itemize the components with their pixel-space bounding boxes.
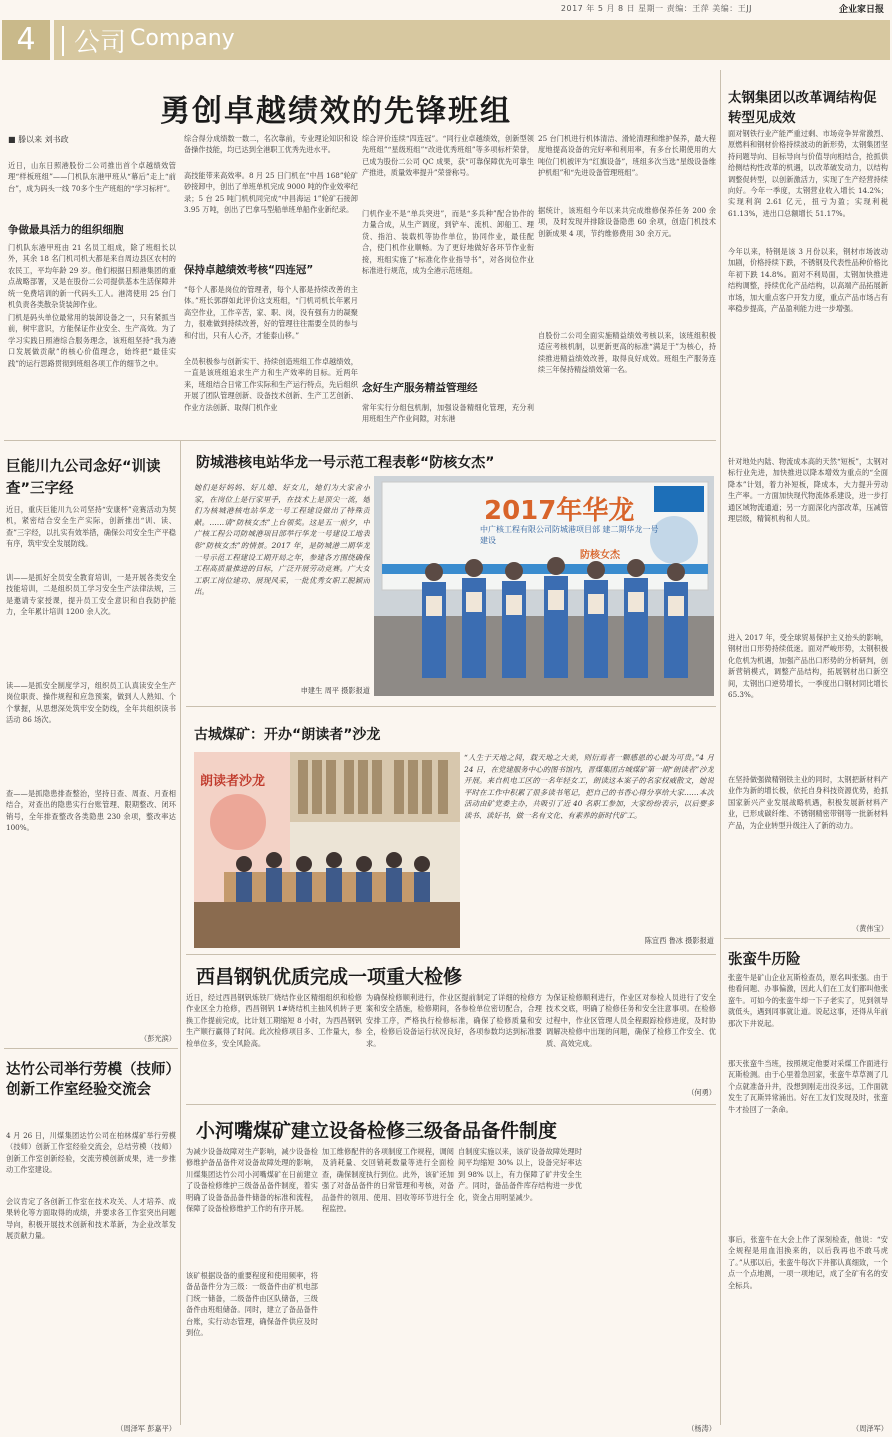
xiaohezui-col-2: 加工维修配件的各项制度工作规程，调阅及消耗量、交回销耗数量等进行全面检查，确保制度执行到位。此外，该矿还加强了对备品备件的日常管理和考核，对备品备件的领用、使用、回收等环节进行全程监控。: [322, 1147, 454, 1214]
xiaohezui-col-1b: 该矿根据设备的重要程度和使用频率，将备品备件分为三级：一级备件由矿机电部门统一储备，二级备件由区队储备，三级备件由班组储备。同时，建立了备品备件台账，实行动态管理，确保备件供应及时到位。: [186, 1271, 318, 1338]
issue-date: 2017 年 5 月 8 日 星期一 责编：王萍 美编：王JJ: [560, 4, 752, 13]
main-para-1: 门机队东港甲班由 21 名员工组成，除了班组长以外，其余 18 名门机司机大都是来自周边县区农村的农民工，平均年龄 29 岁。他们根据日照港集团的重点战略部署，又是在股份二公司提供基本生活保障并统一免费培训的新一代码头工人。港湾使用 25 台门机负责各类散杂货装卸作业。: [8, 243, 176, 310]
photo2-rule: [186, 954, 716, 955]
page-number: 4: [2, 20, 50, 60]
left-text-4: 查——是抓隐患排查整治，坚持日查、周查、月查相结合，对查出的隐患实行台账管理、限期整改、闭环销号，全年排查整改各类隐患 230 余项，整改率达 100%。: [6, 789, 176, 833]
left-headline-1: 巨能川九公司念好“训读查”三字经: [6, 459, 161, 497]
main-col2-a: 综合得分成绩数一数二，名次靠前，专业理论知识和设备操作技能，均已达到全港职工优秀先进水平。: [184, 134, 358, 155]
right-text-4: 进入 2017 年，受全球贸易保护主义抬头的影响，钢材出口形势持续低迷。面对严峻形势，太钢积极化危机为机遇，加强产品出口形势的分析研判，创新营销模式，调整产品结构，拓展钢材出口新空间，太钢出口逆势增长，一季度出口钢材同比增长 65.3%。: [728, 633, 888, 700]
right-headline-2: 张蛮牛历险: [728, 952, 801, 968]
main-col4-a: 25 台门机进行机体清洁、滑轮清理和维护保养，最大程度地提高设备的完好率和利用率，有多台长期使用的大吨位门机被评为“红旗设备”，班组多次当选“星级设备维护机组”和“先进设备管理班组”。: [538, 134, 716, 178]
photo1-title: 防城港核电站华龙一号示范工程表彰“防核女杰”: [196, 455, 495, 471]
paper-name: 企业家日报: [838, 5, 884, 15]
main-subhead-2: 保持卓越绩效考核“四连冠”: [184, 264, 314, 276]
xiaohezui-credit: （杨涛）: [687, 1424, 716, 1433]
left-headline-2: 达竹公司举行劳模（技师）创新工作室经验交流会: [6, 1062, 173, 1098]
xichang-col-3: 为保证检修顺利进行，作业区对参检人员进行了安全技术交底，明确了检修任务和安全注意事项。在检修过程中，作业区管理人员全程跟踪检修进度，及时协调解决检修中出现的问题，确保了检修工作安全、优质、高效完成。: [546, 993, 716, 1048]
xichang-credit: （何勇）: [687, 1088, 716, 1097]
left-credit-1: （彭光滨）: [140, 1034, 176, 1043]
main-byline: ■ 滕以来 刘书政: [8, 135, 69, 144]
xichang-col-2: 为确保检修顺利进行，作业区提前制定了详细的检修方案和安全措施，检修期间，各参检单位密切配合，合理安排工序，严格执行检修标准，确保了检修质量和安全，检修后设备运行状况良好，各项参数均达到标准要求。: [366, 993, 542, 1048]
photo1-banner-sub2: 防核女杰: [580, 550, 620, 561]
right-text-1: 面对钢铁行业产能严重过剩、市场竞争异常激烈、原燃料和钢材价格持续波动的新形势，太钢集团坚持问题导向、目标导向与价值导向相结合，抢抓供给侧结构性改革的机遇，以改革破发动力，以结构调整促转型，以创新激活力，实现了生产经营持续向好。今年一季度，太钢营业收入增长 14.2%；实现利润 2.61 亿元，扭亏为盈；实现利税 61.13%，进出口总额增长 51.17%。: [728, 129, 888, 218]
left-text-1: 近日，重庆巨能川九公司坚持“安康杯”竞赛活动为契机，紧密结合安全生产实际，创新推出“训、读、查”三字经，以扎实有效举措，确保公司安全生产平稳有序，筑牢安全发展防线。: [6, 505, 176, 549]
right-text-6: 张蛮牛是矿山企业瓦斯检查员，原名叫张强。由于他看问题、办事偏激，因此人们在工友们都叫他张蛮牛。可如今的张蛮牛却一下子老实了，见到领导就低头，遇到同事就让道。说起这事，还得从年前那次下井说起。: [728, 973, 888, 1028]
main-article-rule: [4, 440, 716, 441]
section-title: 公司: [74, 28, 127, 58]
left-column-rule: [180, 440, 181, 1425]
main-subhead-1: 争做最具活力的组织细胞: [8, 224, 124, 236]
left-text-3: 读——是抓安全制度学习，组织员工认真读安全生产岗位职责、操作规程和应急预案，做到人人熟知、个个掌握，从思想深处筑牢安全防线，全年共组织读书活动 86 场次。: [6, 681, 176, 725]
left-rule: [4, 1048, 178, 1049]
main-col3-b: 门机作业不是“单兵突进”，而是“多兵种”配合协作的力量合成，从生产调度，到铲车、流机、卸船工、理货、指泊、装载机等协作单位，协同作业，最佳配合，使门机作业顺畅。为了更好地做好各环节作业衔接，班组实施了“标准化作业指导书”，对各岗位作业标准进行规范，成为全港示范班组。: [362, 209, 534, 276]
main-col3-a: 综合评价连续“四连冠”。“同行业卓越绩效，创新型领先班组”“星级班组”“改进优秀班组”等多项标杆荣誉，已成为股份二公司 QC 成果，获“可靠保障优先可靠生产推进，质量效率提升”荣誉称号。: [362, 134, 534, 178]
main-col4-c: 自股份二公司全面实施精益绩效考核以来，该班组积极适应考核机制，以更新更高的标准“满足于”为核心，持续推进精益绩效改善，取得良好成效。班组生产服务连续三年保持精益绩效第一名。: [538, 331, 716, 375]
section-title-en: Company: [130, 26, 235, 51]
main-col2-b: 高技能带来高效率。8 月 25 日门机在“中昌 168”轮矿砂接卸中，创出了单班单机完成 9000 吨的作业效率纪录；5 台 25 吨门机机同完成“中昌海运 1”轮矿石接卸 3.95 万吨，创出了巴拿马型船单班单船作业新纪录。: [184, 171, 358, 215]
right-text-2: 今年以来，特钢是该 3 月份以来，钢材市场波动加剧，价格持续下跌，不锈钢及代表性品种价格比年初下跌 14.8%。面对不利局面，太钢加快推进结构调整，持续优化产品结构，以高端产品拓展新市场，加大重点客户开发力度，重点产品市场占有率稳步提高，产品盈利能力进一步增强。: [728, 247, 888, 314]
section-divider: [62, 26, 64, 56]
xichang-col-1: 近日，经过西昌钢钒炼铁厂烧结作业区精细组织和检修作业区全力抢修，西昌钢钒 1#烧结机主抽风机转子更换工作提前完成，比计划工期缩短 8 小时，为西昌钢钒生产顺行赢得了时间。此次检修项目多、工作量大，参检单位多，安全风险高。: [186, 993, 362, 1048]
right-credit-2: （周泽军）: [852, 1424, 888, 1433]
main-col2-d: 全员积极参与创新实干、持续创造班组工作卓越绩效，一直是该班组追求生产力和生产效率的目标。近两年来，班组结合日常工作实际和生产运行特点，先后组织开展了团队管理创新、设备技术创新、生产工艺创新、作业方法创新、取得门机作业: [184, 357, 358, 412]
sidebar-rule: [720, 70, 721, 1425]
photo1-banner: 2017年华龙: [484, 496, 635, 526]
right-text-3: 针对地处内陆、物流成本高的天然“短板”，太钢对标行业先进，加快推进以降本增效为重点的“全面降本”计划，着力补短板，降成本，大力提升劳动生产率。一方面加快现代物流体系建设，进一步打通区域物流通道；另一方面深化内部改革，压减管理层级，精简机构和人员。: [728, 457, 888, 524]
top-bar: [0, 0, 892, 18]
photo1-banner-sub: 中广核工程有限公司防城港项目部 建二期华龙一号建设: [480, 525, 659, 545]
main-col4-b: 据统计，该班组今年以来共完成维修保养任务 200 余项，及时发现并排除设备隐患 60 余项，创造门机技术创新成果 4 项，节约维修费用 30 余万元。: [538, 206, 716, 238]
right-text-5: 在坚持做强做精钢铁主业的同时，太钢把新材料产业作为新的增长极，依托自身科技资源优势，抢抓国家新兴产业发展战略机遇，积极发展新材料产业，已形成碳纤维、不锈钢精密带钢等一批新材料产品，为企业转型升级注入了新的动力。: [728, 775, 888, 830]
right-headline-1: 太钢集团以改革调结构促转型见成效: [728, 90, 877, 126]
left-credit-2: （周泽军 彭嘉平）: [116, 1424, 176, 1433]
photo1-rule: [186, 706, 716, 707]
xichang-rule: [186, 1104, 716, 1105]
right-credit-1: （黄伟宝）: [852, 924, 888, 933]
photo2-title: 古城煤矿：开办“朗读者”沙龙: [194, 727, 381, 743]
main-lede: 近日，山东日照港股份二公司推出首个卓越绩效管理“样板班组”——门机队东港甲班从“幕后”走上“前台”，成为码头一线 70多个生产班组的“学习标杆”。: [8, 161, 176, 193]
right-text-8: 事后，张蛮牛在大会上作了深刻检查，他说：“安全规程是用血泪换来的，以后我再也不敢马虎了。”从那以后，张蛮牛每次下井都认真细致，一个点一个点地测，一项一项地记，成了全矿有名的安全标兵。: [728, 1235, 888, 1290]
main-col3-c: 常年实行分组包机制，加强设备精细化管理，充分利用班组生产作业间隙，对东港: [362, 403, 534, 424]
right-rule: [724, 938, 890, 939]
left-text-6: 会议肯定了各创新工作室在技术攻关、人才培养、成果转化等方面取得的成绩，并要求各工作室突出问题导向，积极开展技术创新和技术革新，为企业改革发展贡献力量。: [6, 1197, 176, 1241]
main-headline: 勇创卓越绩效的先锋班组: [160, 94, 512, 129]
xiaohezui-col-3: 自制度实施以来，该矿设备故障处理时间平均缩短 30% 以上，设备完好率达到 98% 以上，有力保障了矿井安全生产。同时，备品备件库存结构进一步优化，资金占用明显减少。: [458, 1147, 582, 1202]
xichang-headline: 西昌钢钒优质完成一项重大检修: [196, 966, 463, 988]
photo2-caption: “人生于天地之间，载天地之大美，则衍焉者一颗感恩的心最为可贵。”4 月 24 日，在党建服务中心的图书馆内，晋煤集团古城煤矿第一期“朗读者”沙龙开展。来自机电工区的一名年轻女工，朗读这本案子的名家权威散文，她说平时在工作中积累了很多读书笔记，把自己的书香心得分享给大家……本次活动由矿党委主办，共吸引了近 40 名职工参加，大家纷纷表示，以后要多读书、读好书，做一名有文化、有素养的新时代矿工。: [464, 753, 714, 820]
left-text-2: 训——是抓好全员安全教育培训，一是开展各类安全技能培训，二是组织员工学习安全生产法律法规，三是邀请专家授课，提升员工安全意识和自我防护能力，全年累计培训 1200 余人次。: [6, 573, 176, 617]
photo2-credit: 陈宜西 鲁冰 摄影报道: [644, 936, 714, 945]
xiaohezui-headline: 小河嘴煤矿建立设备检修三级备品备件制度: [196, 1120, 558, 1142]
right-text-7: 那天张蛮牛当班，按照规定他要对采煤工作面进行瓦斯检测。由于心里着急回家，张蛮牛草草测了几个点就准备升井，没想到刚走出没多远，工作面就发生了瓦斯异常涌出。好在工友们发现及时，张蛮牛才捡回了一条命。: [728, 1059, 888, 1114]
photo2-mural: 朗读者沙龙: [200, 774, 266, 789]
left-text-5: 4 月 26 日，川煤集团达竹公司在柏林煤矿举行劳模（技师）创新工作室经验交流会，总结劳模（技师）创新工作室创新经验，交流劳模创新成果，进一步推动工作室建设。: [6, 1131, 176, 1175]
main-col2-c: “每个人都是岗位的管理者，每个人都是持续改善的主体。”班长郭群如此评价这支班组，“门机司机长年累月高空作业，工作辛苦，家、职、岗，没有强有力的凝聚力，很难做到持续改善，好的管理往往需要全员的参与和付出，只有人心齐，才能泰山移。”: [184, 285, 358, 340]
main-para-2: 门机是码头单位最常用的装卸设备之一，只有紧抓当前，树牢意识，方能保证作业安全、生产高效。为了学习实践日照港综合服务理念，该班组坚持“我为港口发展做贡献”的核心价值理念，始终把“最佳实践”的运行思路贯彻到班组各项工作的细节之中。: [8, 313, 176, 368]
photo1-credit: 申建生 周平 摄影报道: [300, 686, 370, 695]
photo1-caption: 她们是好妈妈、好儿媳、好女儿，她们为大家舍小家，在岗位上是行家里手，在技术上是顶尖一流，她们为核城港核电站华龙一号工程建设做出了特殊贡献。……请“防核女杰”上台领奖。这是五一前夕，中广核工程公司防城港项目部举行华龙一号建设工地表彰“防核女杰”的情景。2017 年，是防城港二期华龙一号示范工程建设工期开局之年，参建各方围绕确保工程高质量推进的目标，广泛开展劳动竞赛。广大女工职工岗位建功、展现风采，一批优秀女职工脱颖而出。: [194, 483, 370, 597]
main-subhead-3: 念好生产服务精益管理经: [362, 382, 478, 394]
xiaohezui-col-1a: 为减少设备故障对生产影响，减少设备检修维护备品备件对设备故障处理的影响，川煤集团达竹公司小河嘴煤矿在日前建立了设备检修维护三级备品备件制度，着实明确了设备备品备件储备的标准和流程，保障了设备检修维护工作的有序开展。: [186, 1147, 318, 1214]
